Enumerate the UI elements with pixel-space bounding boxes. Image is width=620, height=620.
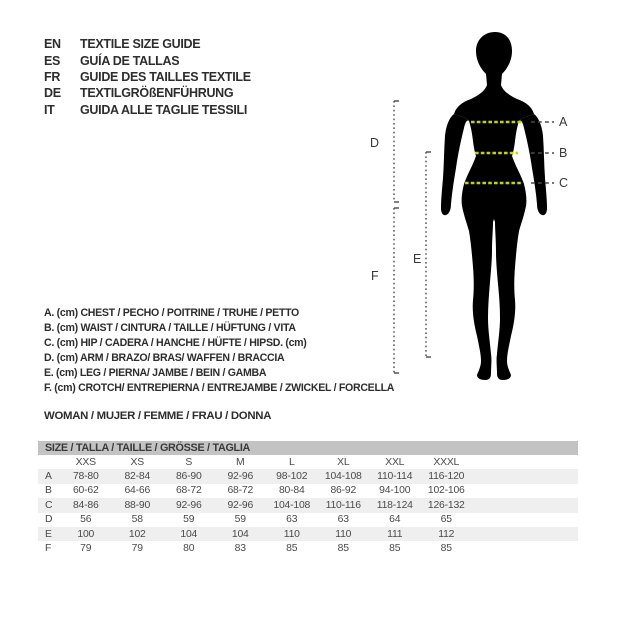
table-cell: 104-108 <box>273 499 311 511</box>
table-cell: 85 <box>286 543 298 555</box>
size-table <box>38 441 578 556</box>
table-row-e <box>38 527 578 541</box>
size-column-header: L <box>288 456 295 468</box>
table-cell: 104 <box>180 528 198 540</box>
table-cell: 59 <box>183 514 195 526</box>
language-title-list <box>44 36 251 118</box>
vertical-measure-lines <box>394 101 431 373</box>
language-title: GUIDA ALLE TAGLIE TESSILI <box>80 102 248 117</box>
table-cell: 79 <box>80 543 92 555</box>
table-row-c <box>38 498 578 512</box>
table-cell: 85 <box>337 543 349 555</box>
table-cell: 100 <box>77 528 95 540</box>
legend-line-hip: C. (cm) HIP / CADERA / HANCHE / HÜFTE / HIPSD. (cm) <box>44 337 307 349</box>
legend-line-crotch: F. (cm) CROTCH/ ENTREPIERNA / ENTREJAMBE / ZWICKEL / FORCELLA <box>44 382 395 394</box>
language-title: GUIDE DES TAILLES TEXTILE <box>80 69 251 84</box>
table-cell: 102 <box>128 528 146 540</box>
row-label: D <box>45 514 53 526</box>
language-row <box>44 102 251 118</box>
table-cell: 92-96 <box>227 471 254 483</box>
table-cell: 78-80 <box>72 471 99 483</box>
language-title: GUÍA DE TALLAS <box>80 53 180 68</box>
table-row-d <box>38 513 578 527</box>
row-label: F <box>45 543 52 555</box>
language-row <box>44 36 251 52</box>
marker-label-f: F <box>371 269 379 283</box>
woman-silhouette <box>441 32 547 380</box>
gender-heading: WOMAN / MUJER / FEMME / FRAU / DONNA <box>44 410 272 422</box>
table-cell: 111 <box>387 528 403 540</box>
table-cell: 110-116 <box>325 499 361 511</box>
size-column-header: XL <box>337 456 350 468</box>
table-cell: 92-96 <box>227 499 254 511</box>
table-cell: 80 <box>183 543 195 555</box>
table-cell: 110 <box>335 528 352 540</box>
table-cell: 86-90 <box>175 471 202 483</box>
table-cell: 116-120 <box>428 471 465 483</box>
table-cell: 98-102 <box>276 471 308 483</box>
size-table-title-bar: SIZE / TALLA / TAILLE / GRÖSSE / TAGLIA <box>38 441 578 455</box>
table-cell: 83 <box>234 543 246 555</box>
table-cell: 68-72 <box>175 485 202 497</box>
marker-label-a: A <box>559 115 568 129</box>
table-cell: 64-66 <box>124 485 151 497</box>
table-cell: 94-100 <box>379 485 411 497</box>
row-label: E <box>45 528 52 540</box>
table-cell: 63 <box>337 514 349 526</box>
table-cell: 102-106 <box>427 485 465 497</box>
table-cell: 110-114 <box>377 471 413 483</box>
table-row-a <box>38 469 578 483</box>
size-column-header: M <box>236 456 245 468</box>
legend-line-waist: B. (cm) WAIST / CINTURA / TAILLE / HÜFTUNG / VITA <box>44 322 296 334</box>
table-cell: 118-124 <box>376 499 413 511</box>
table-row-f <box>38 541 578 555</box>
language-code: DE <box>44 86 61 101</box>
legend-line-arm: D. (cm) ARM / BRAZO/ BRAS/ WAFFEN / BRACCIA <box>44 352 285 364</box>
table-cell: 84-86 <box>72 499 99 511</box>
table-body <box>38 469 578 555</box>
legend-line-leg: E. (cm) LEG / PIERNA/ JAMBE / BEIN / GAMBA <box>44 367 267 379</box>
table-cell: 79 <box>131 543 143 555</box>
measurement-legend <box>44 306 394 396</box>
language-code: IT <box>44 102 55 117</box>
table-cell: 85 <box>389 543 401 555</box>
table-cell: 126-132 <box>427 499 465 511</box>
language-code: ES <box>44 53 61 68</box>
table-cell: 82-84 <box>124 471 151 483</box>
language-title: TEXTILE SIZE GUIDE <box>80 37 201 52</box>
size-column-header: XXXL <box>433 456 460 468</box>
table-cell: 110 <box>283 528 300 540</box>
table-cell: 80-84 <box>278 485 305 497</box>
table-cell: 63 <box>286 514 298 526</box>
size-column-header: XS <box>130 456 144 468</box>
row-label: A <box>45 471 52 483</box>
table-cell: 86-92 <box>330 485 357 497</box>
size-column-header: XXS <box>75 456 96 468</box>
table-cell: 56 <box>80 514 92 526</box>
language-row <box>44 85 251 101</box>
language-title: TEXTILGRÖßENFÜHRUNG <box>80 86 234 101</box>
marker-label-d: D <box>370 136 380 150</box>
table-cell: 88-90 <box>124 499 151 511</box>
table-cell: 59 <box>234 514 246 526</box>
table-cell: 60-62 <box>72 485 99 497</box>
marker-label-c: C <box>559 176 569 190</box>
table-cell: 92-96 <box>175 499 202 511</box>
table-cell: 104-108 <box>324 471 362 483</box>
table-cell: 104 <box>231 528 249 540</box>
table-cell: 112 <box>438 528 455 540</box>
language-code: EN <box>44 37 61 52</box>
table-row-b <box>38 484 578 498</box>
row-label: C <box>45 499 53 511</box>
table-cell: 58 <box>131 514 143 526</box>
table-cell: 64 <box>389 514 401 526</box>
language-row <box>44 52 251 68</box>
language-row <box>44 69 251 85</box>
marker-label-b: B <box>559 146 568 160</box>
row-label: B <box>45 485 52 497</box>
legend-line-chest: A. (cm) CHEST / PECHO / POITRINE / TRUHE / PETTO <box>44 307 299 319</box>
table-column-header-row <box>38 455 578 469</box>
language-code: FR <box>44 69 61 84</box>
size-column-header: S <box>185 456 193 468</box>
marker-label-e: E <box>413 252 422 266</box>
table-cell: 68-72 <box>227 485 254 497</box>
size-column-header: XXL <box>385 456 405 468</box>
table-cell: 85 <box>440 543 452 555</box>
table-cell: 65 <box>440 514 452 526</box>
